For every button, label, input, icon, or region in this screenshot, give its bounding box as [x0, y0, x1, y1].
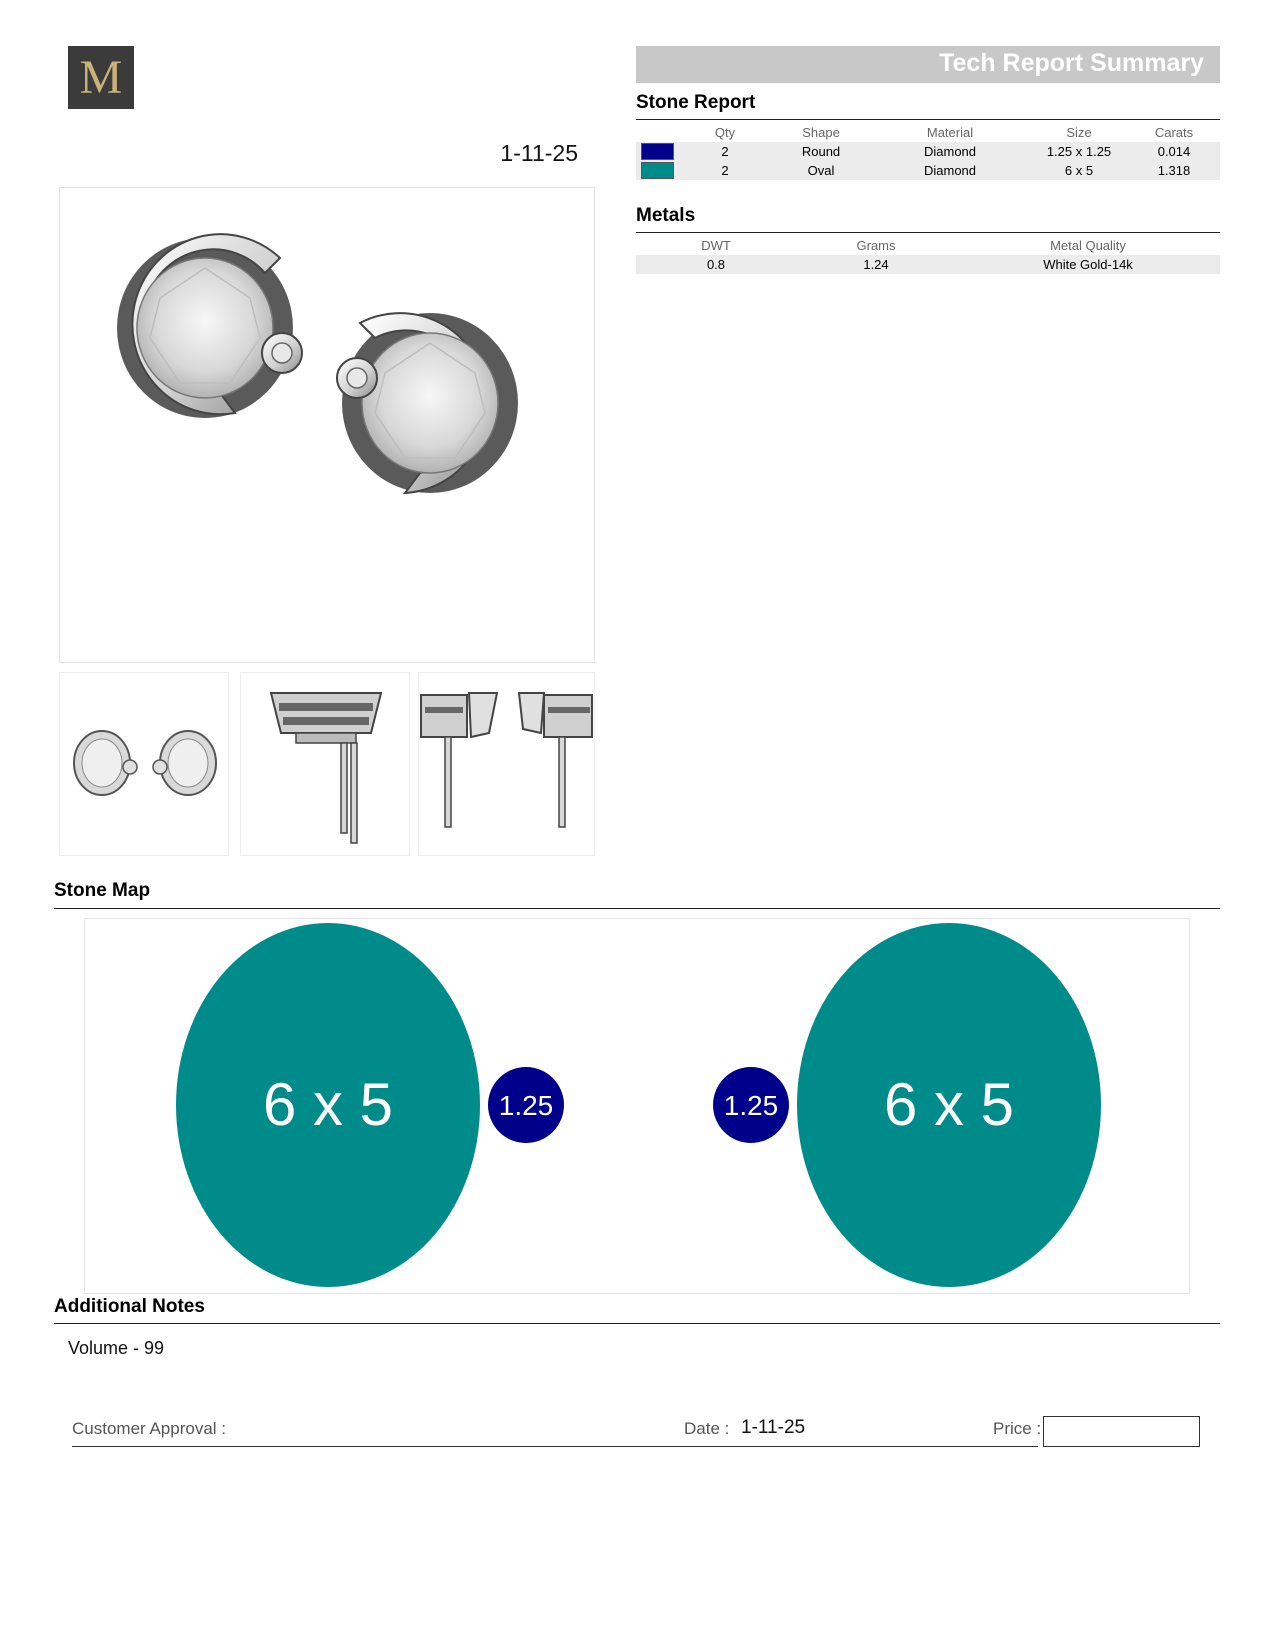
table-cell: 1.318	[1128, 161, 1220, 180]
table-cell: 2	[678, 142, 772, 161]
price-label: Price :	[993, 1419, 1042, 1438]
company-logo	[68, 46, 134, 109]
table-cell: 0.8	[636, 255, 796, 274]
metals-table	[636, 236, 1220, 274]
earrings-side-view	[419, 673, 594, 855]
stone-report-table	[636, 123, 1220, 180]
stone-map	[84, 918, 1190, 1294]
logo-letter: M	[79, 50, 123, 104]
notes-rule	[54, 1323, 1220, 1324]
notes-text: Volume - 99	[68, 1338, 165, 1358]
approval-signature-line[interactable]	[72, 1446, 1038, 1447]
table-header-row	[636, 123, 1220, 142]
main-product-image	[59, 187, 595, 663]
table-header-row	[636, 236, 1220, 255]
table-cell: 0.014	[1128, 142, 1220, 161]
table-cell: Round	[772, 142, 870, 161]
earring-pair-render	[60, 188, 594, 662]
thumbnail-front-view[interactable]	[240, 672, 410, 856]
column-header: Grams	[856, 238, 896, 253]
thumbnail-top-view[interactable]	[59, 672, 229, 856]
notes-title: Additional Notes	[54, 1296, 205, 1317]
column-header: Carats	[1154, 125, 1194, 140]
table-cell: 6 x 5	[1030, 161, 1128, 180]
column-header: Material	[926, 125, 974, 140]
table-row	[636, 161, 1220, 180]
stone-map-diagram	[85, 919, 1189, 1293]
column-header: Shape	[802, 125, 840, 140]
column-header: Metal Quality	[1050, 238, 1126, 253]
earrings-top-view	[60, 673, 228, 855]
oval-stone-label: 6 x 5	[883, 1071, 1015, 1138]
oval-stone-label: 6 x 5	[262, 1071, 394, 1138]
color-swatch	[641, 162, 674, 179]
stone-report-title: Stone Report	[636, 92, 756, 113]
column-header: Qty	[714, 125, 736, 140]
table-row	[636, 255, 1220, 274]
thumbnail-side-view[interactable]	[418, 672, 595, 856]
approval-date-value: 1-11-25	[741, 1417, 806, 1438]
table-row	[636, 142, 1220, 161]
price-input[interactable]	[1043, 1416, 1200, 1447]
table-cell: 2	[678, 161, 772, 180]
color-swatch	[641, 143, 674, 160]
color-column-header	[636, 123, 678, 142]
stone-report-rule	[636, 119, 1220, 120]
metals-rule	[636, 232, 1220, 233]
table-cell: 1.24	[796, 255, 956, 274]
column-header: Size	[1066, 125, 1092, 140]
table-cell: 1.25 x 1.25	[1030, 142, 1128, 161]
stone-map-rule	[54, 908, 1220, 909]
report-title: Tech Report Summary	[939, 49, 1204, 77]
table-cell: Oval	[772, 161, 870, 180]
metals-title: Metals	[636, 205, 696, 226]
table-cell: Diamond	[870, 161, 1030, 180]
table-cell: White Gold-14k	[956, 255, 1220, 274]
round-stone-label: 1.25	[498, 1090, 554, 1121]
earring-front-view	[241, 673, 409, 855]
round-stone-label: 1.25	[723, 1090, 779, 1121]
stone-map-title: Stone Map	[54, 880, 151, 901]
customer-approval-label: Customer Approval :	[72, 1419, 227, 1438]
report-date: 1-11-25	[500, 140, 578, 166]
table-cell: Diamond	[870, 142, 1030, 161]
date-label: Date :	[684, 1419, 730, 1438]
column-header: DWT	[701, 238, 731, 253]
header-bar	[636, 46, 1220, 83]
